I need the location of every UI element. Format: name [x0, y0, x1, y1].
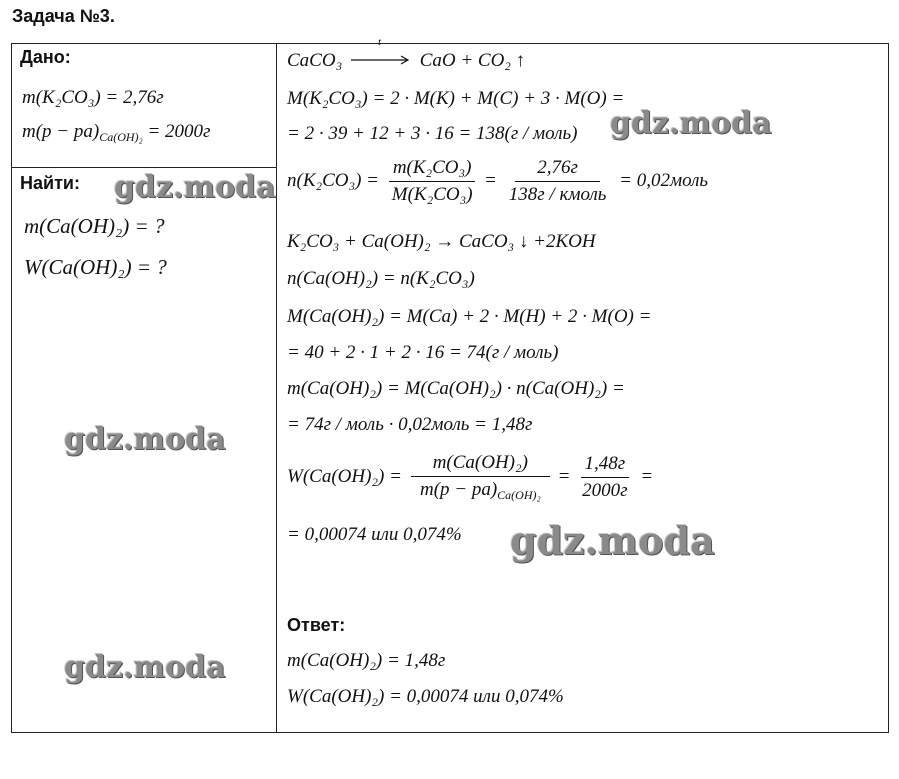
- answer-mass: m(Ca(OH)₂) = 1,48г: [287, 650, 446, 671]
- fraction-denominator: [416, 477, 545, 503]
- table-top-border: [11, 43, 889, 44]
- watermark-logo: gdz.moda: [64, 422, 226, 457]
- table-right-border: [888, 43, 889, 733]
- watermark-logo: gdz.moda: [64, 650, 226, 685]
- moles-k2co3-result: = 0,02моль: [619, 169, 709, 191]
- column-divider: [276, 43, 277, 733]
- mass-caoh2-value: = 74г / моль · 0,02моль = 1,48г: [287, 414, 533, 435]
- reaction-reactant: CaCO₃: [287, 50, 343, 71]
- right-arrow-icon: [351, 54, 411, 66]
- table-bottom-border: [11, 732, 889, 733]
- given-line-mass: m(K₂CO₃) = 2,76г: [22, 87, 164, 108]
- answer-mass-fraction: W(Ca(OH)₂) = 0,00074 или 0,074%: [287, 686, 564, 707]
- moles-k2co3: n(K₂CO₃) = $\frac{\text{m(K₂CO₃)}}{\text{M(K₂CO₃)}}$ = $\frac{2,76г}{\text{138г / кмоль}}$ = 0,02моль: [287, 157, 709, 205]
- moles-k2co3-label: n(K₂CO₃) =: [287, 169, 380, 191]
- reaction-condition: t: [377, 36, 381, 48]
- table-left-border: [11, 43, 12, 733]
- given-line-solution: [22, 121, 210, 145]
- find-header: Найти:: [20, 173, 80, 193]
- mass-fraction-symbolic: [411, 452, 550, 503]
- page-title: Задача №3.: [12, 6, 115, 26]
- given-find-divider: [11, 167, 276, 168]
- watermark-logo: gdz.moda: [610, 106, 772, 141]
- answer-header: Ответ:: [287, 615, 346, 635]
- given-solution-subscript: Ca(OH)₂: [99, 130, 143, 144]
- given-solution-value: = 2000г: [147, 121, 211, 142]
- mass-fraction-equals: =: [640, 465, 654, 487]
- molar-mass-caoh2-value: = 40 + 2 · 1 + 2 · 16 = 74(г / моль): [287, 342, 559, 363]
- moles-fraction-symbolic: [388, 157, 477, 206]
- moles-equality: n(Ca(OH)₂) = n(K₂CO₃): [287, 268, 475, 289]
- molar-mass-k2co3-value: = 2 · 39 + 12 + 3 · 16 = 138(г / моль): [287, 123, 578, 144]
- find-line-mass: m(Ca(OH)₂) = ?: [24, 214, 165, 238]
- fraction-denominator: 2000г: [582, 480, 628, 501]
- mass-fraction-result: = 0,00074 или 0,074%: [287, 524, 462, 545]
- fraction-numerator: m(K₂CO₃): [389, 157, 476, 182]
- fraction-denominator-subscript: Ca(OH)₂: [497, 488, 541, 502]
- moles-fraction-numeric: [505, 157, 611, 206]
- reaction-exchange: K₂CO₃ + Ca(OH)₂ → CaCO₃ ↓ +2KOH: [287, 231, 596, 252]
- mass-fraction-label: W(Ca(OH)₂) =: [287, 465, 402, 487]
- mass-caoh2-formula: m(Ca(OH)₂) = M(Ca(OH)₂) · n(Ca(OH)₂) =: [287, 378, 625, 399]
- fraction-denominator: M(K₂CO₃): [391, 184, 473, 205]
- molar-mass-k2co3-formula: M(K₂CO₃) = 2 · M(K) + M(C) + 3 · M(O) =: [287, 88, 625, 109]
- fraction-numerator: m(Ca(OH)₂): [411, 452, 550, 477]
- fraction-numerator: 2,76г: [515, 157, 600, 182]
- find-line-fraction: W(Ca(OH)₂) = ?: [24, 255, 167, 279]
- given-header: Дано:: [20, 47, 71, 67]
- given-solution-label: m(p − pa): [22, 121, 100, 142]
- watermark-logo: gdz.moda: [114, 170, 276, 205]
- reaction-products: CaO + CO₂ ↑: [419, 50, 526, 71]
- fraction-numerator: 1,48г: [581, 453, 630, 478]
- mass-fraction-calc: W(Ca(OH)₂) = $\frac{\text{m(Ca(OH)₂)}}{m(p - pa)_{Ca(OH)_2}}$ = $\frac{1,48г}{2000г}$ =: [287, 452, 654, 502]
- reaction-arrow: [351, 36, 411, 72]
- molar-mass-caoh2-formula: M(Ca(OH)₂) = M(Ca) + 2 · M(H) + 2 · M(O) =: [287, 306, 652, 327]
- reaction-decomposition: [287, 36, 526, 72]
- fraction-denominator: 138г / кмоль: [508, 184, 607, 205]
- fraction-denominator-main: m(p − pa): [419, 479, 498, 500]
- mass-fraction-numeric: [578, 453, 631, 502]
- watermark-logo: gdz.moda: [510, 518, 715, 563]
